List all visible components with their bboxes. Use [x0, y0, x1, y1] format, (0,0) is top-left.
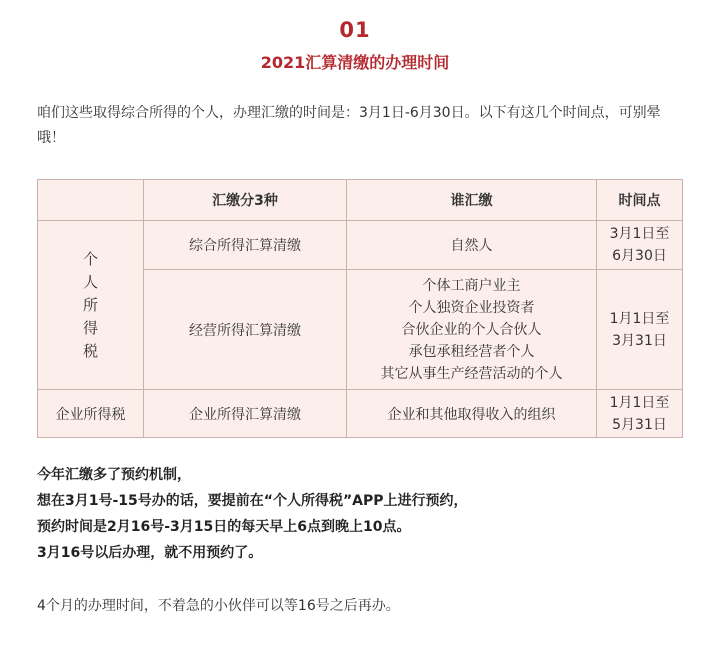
type-cell: 经营所得汇算清缴 [144, 270, 347, 390]
time-line: 1月1日至 [609, 310, 670, 327]
section-title: 2021汇算清缴的办理时间 [260, 53, 450, 72]
note-line: 想在3月1号-15号办的话，要提前在“个人所得税”APP上进行预约， [37, 493, 468, 509]
who-cell [347, 270, 597, 390]
time-cell [597, 270, 683, 390]
who-line: 承包承租经营者个人 [408, 343, 535, 360]
section-number: 01 [339, 18, 371, 42]
outro-paragraph: 4个月的办理时间，不着急的小伙伴可以等16号之后再办。 [37, 598, 400, 614]
header-cell-time: 时间点 [597, 180, 683, 221]
header-cell-type: 汇缴分3种 [144, 180, 347, 221]
category-cell-personal-tax [38, 221, 144, 390]
category-label-vertical: 个人所得税 [82, 249, 98, 360]
who-line: 个人独资企业投资者 [408, 299, 535, 316]
note-line: 预约时间是2月16号-3月15日的每天早上6点到晚上10点。 [37, 519, 411, 535]
who-line: 合伙企业的个人合伙人 [401, 321, 542, 338]
schedule-table [37, 179, 683, 438]
type-cell: 综合所得汇算清缴 [144, 221, 347, 270]
table-row [38, 221, 683, 270]
table-header-row [38, 180, 683, 221]
notes-block [37, 462, 682, 566]
time-cell [597, 390, 683, 438]
header-cell-corner [38, 180, 144, 221]
time-line: 3月1日至 [609, 226, 670, 242]
time-line: 6月30日 [612, 248, 667, 264]
intro-paragraph: 咱们这些取得综合所得的个人，办理汇缴的时间是：3月1日-6月30日。以下有这几个时间点，可别晕哦！ [37, 105, 661, 146]
who-cell: 自然人 [347, 221, 597, 270]
time-cell [597, 221, 683, 270]
time-line: 1月1日至 [609, 394, 670, 411]
time-line: 5月31日 [612, 416, 667, 433]
who-cell: 企业和其他取得收入的组织 [347, 390, 597, 438]
note-line: 3月16号以后办理，就不用预约了。 [37, 545, 263, 561]
time-line: 3月31日 [612, 332, 667, 349]
type-cell: 企业所得汇算清缴 [144, 390, 347, 438]
note-line: 今年汇缴多了预约机制， [37, 467, 191, 483]
header-cell-who: 谁汇缴 [347, 180, 597, 221]
who-line: 个体工商户业主 [422, 277, 521, 294]
category-cell-corporate-tax: 企业所得税 [38, 390, 144, 438]
table-row [38, 390, 683, 438]
who-line: 其它从事生产经营活动的个人 [380, 365, 563, 382]
